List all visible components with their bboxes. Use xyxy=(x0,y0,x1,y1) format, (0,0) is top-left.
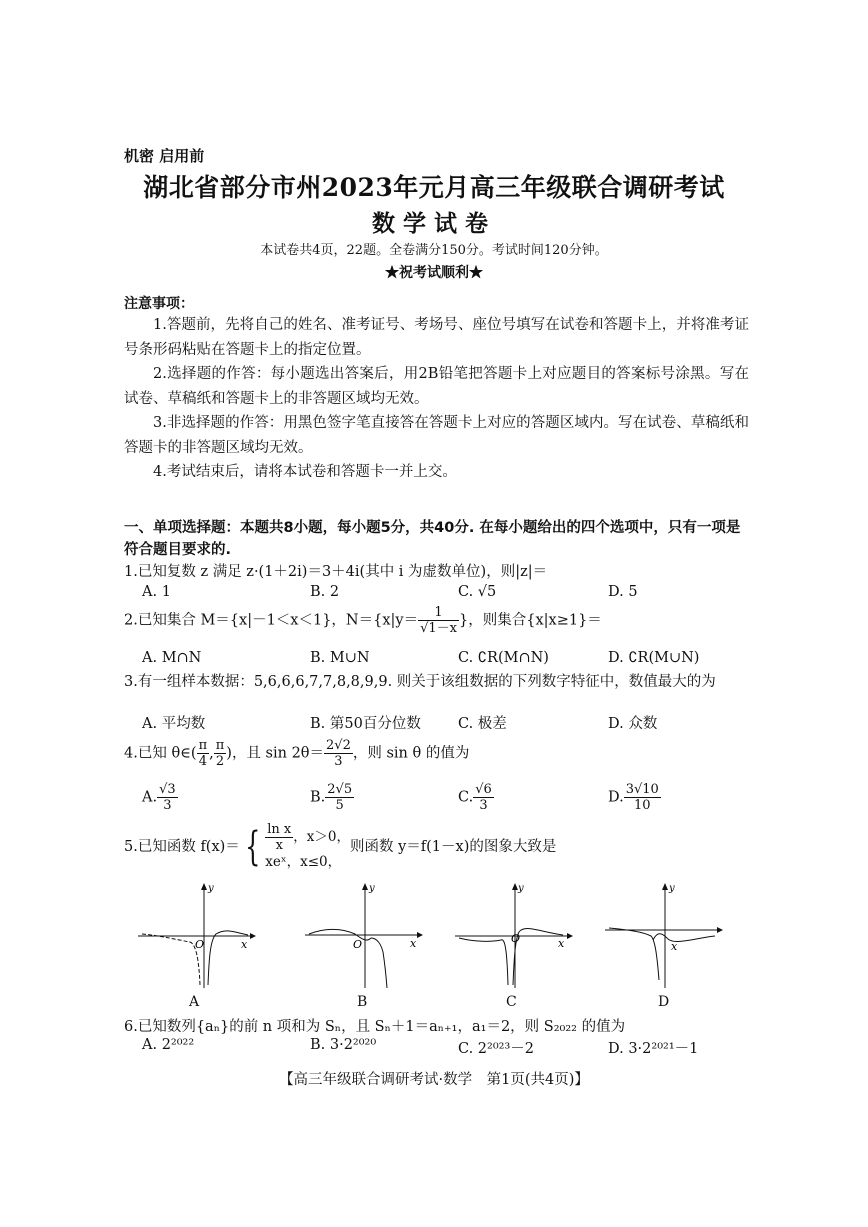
q4-f3-num: 2√2 xyxy=(326,738,351,753)
graph-b-label: B xyxy=(357,994,368,1010)
q4-f1-den: 4 xyxy=(198,754,207,769)
q2-frac-den: √1－x xyxy=(420,621,457,636)
q3-option-c: C. 极差 xyxy=(458,716,507,732)
q5-p1-num: ln x xyxy=(267,822,292,837)
graph-b-y-arrow xyxy=(362,883,368,890)
q4-a-label: A. xyxy=(142,789,158,806)
exam-subtitle: 数学试卷 xyxy=(372,210,496,237)
graph-a-y-label: y xyxy=(208,883,214,894)
graph-b-x-label: x xyxy=(410,937,417,950)
graph-c-x-arrow xyxy=(567,933,573,939)
graph-a-origin: O xyxy=(195,938,205,951)
q6-stem: 6.已知数列{aₙ}的前 n 项和为 Sₙ，且 Sₙ＋1＝aₙ₊₁，a₁＝2，则 S₂₀₂₂ 的值为 xyxy=(124,1019,626,1035)
q4-d-den: 10 xyxy=(634,798,651,813)
page-footer: 【高三年级联合调研考试·数学 第1页(共4页)】 xyxy=(279,1072,589,1088)
q5-graph-a xyxy=(138,880,258,990)
notice-heading: 注意事项： xyxy=(124,296,194,312)
graph-c-label: C xyxy=(506,994,517,1010)
q6-option-a: A. 2²⁰²² xyxy=(142,1037,195,1053)
q4-option-b xyxy=(310,782,354,813)
graph-c-curve-right xyxy=(513,929,563,985)
q4-option-d xyxy=(608,782,661,813)
q2-stem xyxy=(124,605,602,636)
graph-d-x-arrow xyxy=(717,927,723,933)
q4-f2-num: π xyxy=(215,738,225,753)
notice-item-4: 4.考试结束后，请将本试卷和答题卡一并上交。 xyxy=(153,464,457,480)
q5-stem xyxy=(124,822,556,872)
graph-d-label: D xyxy=(658,994,670,1010)
q4-stem: 4.已知 θ∈( $\frac{\pi}{4}$ , $\frac{\pi}{2}$ )，且 sin 2θ＝ $\frac{2√2}{3}$ ，则 sin θ 的值为 xyxy=(124,738,470,769)
q3-stem: 3.有一组样本数据：5,6,6,6,7,7,8,8,9,9. 则关于该组数据的下列数字特征中，数值最大的为 xyxy=(124,674,716,690)
q1-option-c: C. √5 xyxy=(458,584,497,600)
q5-p2: xeˣ，x≤0， xyxy=(265,854,342,870)
q5-piecewise xyxy=(265,822,350,872)
q4-stem-a: 4.已知 θ∈( xyxy=(124,745,197,762)
graph-d-curve-right xyxy=(653,934,715,942)
q1-stem: 1.已知复数 z 满足 z·(1＋2i)＝3＋4i(其中 i 为虚数单位)，则|z|＝ xyxy=(124,564,548,580)
q5-p1-den: x xyxy=(275,838,283,853)
graph-b-origin: O xyxy=(353,938,363,951)
q4-b-den: 5 xyxy=(335,798,344,813)
q6-option-d: D. 3·2²⁰²¹－1 xyxy=(608,1041,699,1057)
q4-c-num: √6 xyxy=(475,782,492,797)
graph-d-y-label: y xyxy=(669,883,675,894)
graph-c-origin: O xyxy=(511,932,521,945)
q5-p1-cond: ，x＞0， xyxy=(293,829,350,845)
q2-stem-a: 2.已知集合 M＝{x|－1＜x＜1}，N＝{x|y＝ xyxy=(124,612,419,629)
graph-c-curve-left xyxy=(459,938,508,985)
graph-d-curve-left xyxy=(609,928,659,980)
q6-option-b: B. 3·2²⁰²⁰ xyxy=(310,1037,377,1053)
q1-option-d: D. 5 xyxy=(608,584,638,600)
q5-brace: { xyxy=(244,824,261,870)
q4-frac-1 xyxy=(197,738,210,769)
q5-graph-d xyxy=(605,880,725,990)
graph-a-y-arrow xyxy=(201,883,207,890)
confidential-label: 机密 启用前 xyxy=(124,147,205,165)
notice-item-1: 1.答题前，先将自己的姓名、准考证号、考场号、座位号填写在试卷和答题卡上，并将准考证号条形码粘贴在答题卡上的指定位置。 xyxy=(124,317,749,358)
graph-b-x-arrow xyxy=(417,932,423,938)
q4-option-c xyxy=(458,782,494,813)
q3-option-d: D. 众数 xyxy=(608,716,658,732)
graph-d-y-arrow xyxy=(662,883,668,890)
q4-f1-num: π xyxy=(198,738,208,753)
q6-option-c: C. 2²⁰²³－2 xyxy=(458,1041,534,1057)
graph-d-x-label: x xyxy=(671,940,678,953)
q5-stem-b: 则函数 y＝f(1－x)的图象大致是 xyxy=(349,839,557,855)
q2-option-a: A. M∩N xyxy=(142,650,202,666)
q5-graph-c xyxy=(455,880,575,990)
q4-d-num: 3√10 xyxy=(625,782,659,797)
q4-b-num: 2√5 xyxy=(327,782,353,797)
q4-stem-c: ，则 sin θ 的值为 xyxy=(352,745,470,762)
exam-wish: ★祝考试顺利★ xyxy=(385,265,483,281)
graph-a-label: A xyxy=(189,994,200,1010)
graph-c-y-label: y xyxy=(518,883,524,894)
notice-item-3: 3.非选择题的作答：用黑色签字笔直接答在答题卡上对应的答题区域内。写在试卷、草稿纸和答题卡的非答题区域均无效。 xyxy=(124,415,749,456)
q1-option-a: A. 1 xyxy=(142,584,171,600)
q1-option-b: B. 2 xyxy=(310,584,340,600)
q4-f3-den: 3 xyxy=(334,754,343,769)
q4-f2-den: 2 xyxy=(215,754,225,769)
exam-title: 湖北省部分市州2023年元月高三年级联合调研考试 xyxy=(143,173,725,202)
notice-item-2: 2.选择题的作答：每小题选出答案后，用2B铅笔把答题卡上对应题目的答案标号涂黑。写在试卷、草稿纸和答题卡上的非答题区域均无效。 xyxy=(124,366,749,407)
q3-option-b: B. 第50百分位数 xyxy=(310,716,421,732)
q2-stem-b: }，则集合{x|x≥1}＝ xyxy=(459,612,602,629)
q4-stem-b: )，且 sin 2θ＝ xyxy=(226,745,325,762)
q4-c-label: C. xyxy=(458,789,474,806)
section-heading: 一、单项选择题：本题共8小题，每小题5分，共40分. 在每小题给出的四个选项中，只有一项是符合题目要求的. xyxy=(124,520,741,558)
q4-frac-3 xyxy=(324,738,353,769)
q5-graph-b xyxy=(305,880,425,990)
exam-info: 本试卷共4页，22题。全卷满分150分。考试时间120分钟。 xyxy=(260,243,608,258)
graph-b-curve-right xyxy=(371,938,387,988)
q4-c-den: 3 xyxy=(479,798,488,813)
q4-frac-2 xyxy=(214,738,227,769)
q4-option-a xyxy=(142,782,178,813)
graph-a-x-label: x xyxy=(241,938,248,951)
q4-b-label: B. xyxy=(310,789,326,806)
graph-a-curve-left xyxy=(142,934,200,985)
q2-option-d: D. ∁R(M∪N) xyxy=(608,650,700,666)
q5-stem-a: 5.已知函数 f(x)＝ xyxy=(124,839,240,855)
q4-a-num: √3 xyxy=(159,782,176,797)
q3-option-a: A. 平均数 xyxy=(142,716,206,732)
q2-option-b: B. M∪N xyxy=(310,650,370,666)
q2-option-c: C. ∁R(M∩N) xyxy=(458,650,549,666)
q2-frac-num: 1 xyxy=(418,605,459,621)
q2-fraction xyxy=(418,605,459,636)
graph-c-x-label: x xyxy=(558,937,565,950)
q4-a-den: 3 xyxy=(163,798,172,813)
q4-d-label: D. xyxy=(608,789,624,806)
graph-b-y-label: y xyxy=(369,883,375,894)
graph-a-x-arrow xyxy=(250,933,256,939)
